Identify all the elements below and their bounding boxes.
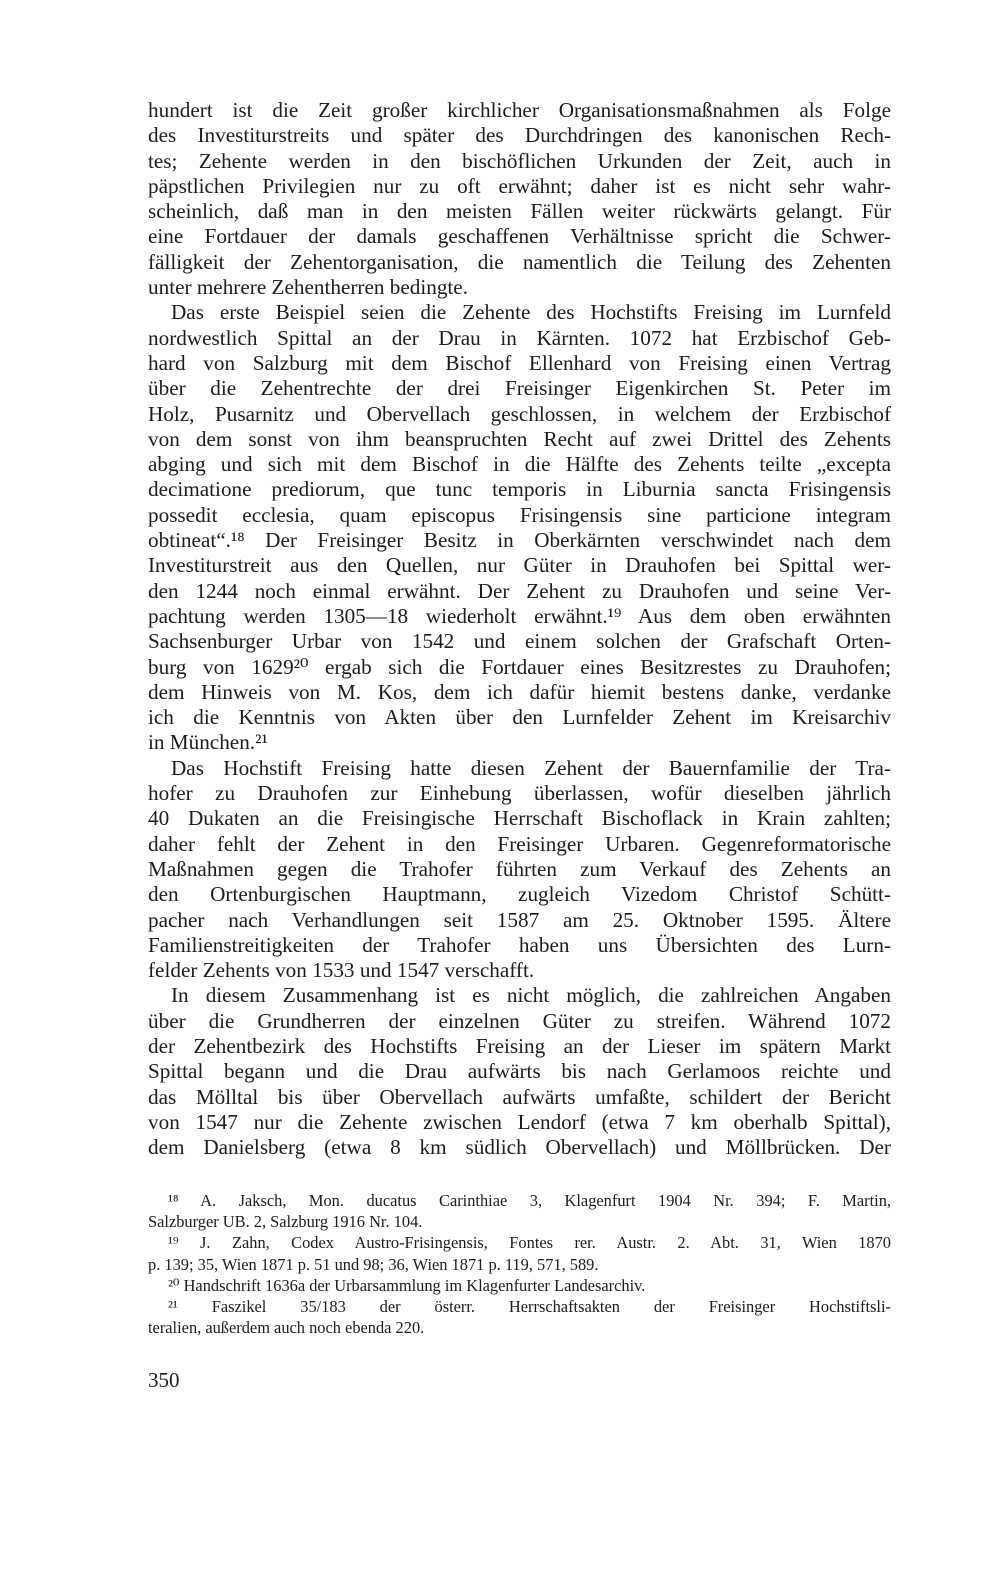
text-line: Holz, Pusarnitz und Obervellach geschlossen, in welchem der Erzbischof	[148, 401, 891, 426]
text-line: hofer zu Drauhofen zur Einhebung überlassen, wofür dieselben jährlich	[148, 781, 891, 806]
text-line: von dem sonst von ihm beanspruchten Recht auf zwei Drittel des Zehents	[148, 426, 891, 451]
text-line: den Ortenburgischen Hauptmann, zugleich Vizedom Christof Schütt-	[148, 882, 891, 907]
text-line: hundert ist die Zeit großer kirchlicher Organisationsmaßnahmen als Folge	[148, 98, 891, 122]
text-line: ich die Kenntnis von Akten über den Lurnfelder Zehent im Kreisarchiv	[148, 705, 891, 730]
text-line: Sachsenburger Urbar von 1542 und einem solchen der Grafschaft Orten-	[148, 629, 891, 654]
text-line: Investiturstreit aus den Quellen, nur Güter in Drauhofen bei Spittal wer-	[148, 553, 891, 578]
text-line: das Mölltal bis über Obervellach aufwärts umfaßte, schildert der Bericht	[148, 1084, 891, 1109]
text-line: Familienstreitigkeiten der Trahofer haben uns Übersichten des Lurn-	[148, 932, 891, 957]
text-line: possedit ecclesia, quam episcopus Frisingensis sine particione integram	[148, 502, 891, 527]
text-line: Maßnahmen gegen die Trahofer führten zum Verkauf des Zehents an	[148, 856, 891, 881]
text-line: pacher nach Verhandlungen seit 1587 am 25. Oktnober 1595. Ältere	[148, 907, 891, 932]
text-line: In diesem Zusammenhang ist es nicht möglich, die zahlreichen Angaben	[171, 983, 891, 1008]
text-line: Das Hochstift Freising hatte diesen Zehent der Bauernfamilie der Tra-	[171, 755, 891, 780]
text-line: 40 Dukaten an die Freisingische Herrschaft Bischoflack in Krain zahlten;	[148, 806, 891, 831]
text-line: fälligkeit der Zehentorganisation, die namentlich die Teilung des Zehenten	[148, 249, 891, 274]
text-line: scheinlich, daß man in den meisten Fällen weiter rückwärts gelangt. Für	[148, 199, 891, 224]
footnote-line: ²⁰ Handschrift 1636a der Urbarsammlung im Klagenfurter Landesarchiv.	[168, 1275, 646, 1295]
footnote-line: ¹⁸ A. Jaksch, Mon. ducatus Carinthiae 3, Klagenfurt 1904 Nr. 394; F. Martin,	[168, 1191, 891, 1210]
page-number: 350	[148, 1368, 180, 1392]
footnote-line: p. 139; 35, Wien 1871 p. 51 und 98; 36, Wien 1871 p. 119, 571, 589.	[148, 1254, 599, 1274]
text-line: über die Grundherren der einzelnen Güter zu streifen. Während 1072	[148, 1008, 891, 1033]
text-line: eine Fortdauer der damals geschaffenen Verhältnisse spricht die Schwer-	[148, 224, 891, 249]
footnote-line: teralien, außerdem auch noch ebenda 220.	[148, 1318, 425, 1338]
text-line: pachtung werden 1305—18 wiederholt erwähnt.¹⁹ Aus dem oben erwähnten	[148, 603, 891, 628]
text-line: decimatione prediorum, que tunc temporis in Liburnia sancta Frisingensis	[148, 477, 891, 502]
text-line: den 1244 noch einmal erwähnt. Der Zehent zu Drauhofen und seine Ver-	[148, 578, 891, 603]
text-line: hard von Salzburg mit dem Bischof Ellenhard von Freising einen Vertrag	[148, 350, 891, 375]
text-line: daher fehlt der Zehent in den Freisinger Urbaren. Gegenreformatorische	[148, 831, 891, 856]
text-line: unter mehrere Zehentherren bedingte.	[148, 275, 469, 300]
text-line: in München.²¹	[148, 730, 268, 755]
text-line: tes; Zehente werden in den bischöflichen Urkunden der Zeit, auch in	[148, 148, 891, 173]
footnote-line: Salzburger UB. 2, Salzburg 1916 Nr. 104.	[148, 1212, 423, 1232]
text-line: abging und sich mit dem Bischof in die Hälfte des Zehents teilte „excepta	[148, 452, 891, 477]
text-line: Das erste Beispiel seien die Zehente des Hochstifts Freising im Lurnfeld	[171, 300, 891, 325]
text-line: burg von 1629²⁰ ergab sich die Fortdauer eines Besitzrestes zu Drauhofen;	[148, 654, 891, 679]
footnotes	[148, 1190, 891, 1338]
footnote-line: ¹⁹ J. Zahn, Codex Austro-Frisingensis, Fontes rer. Austr. 2. Abt. 31, Wien 1870	[168, 1233, 891, 1253]
text-line: felder Zehents von 1533 und 1547 verschafft.	[148, 958, 535, 983]
text-line: päpstlichen Privilegien nur zu oft erwähnt; daher ist es nicht sehr wahr-	[148, 173, 891, 198]
text-line: Spittal begann und die Drau aufwärts bis nach Gerlamoos reichte und	[148, 1059, 891, 1084]
text-line: über die Zehentrechte der drei Freisinger Eigenkirchen St. Peter im	[148, 376, 891, 401]
text-line: der Zehentbezirk des Hochstifts Freising an der Lieser im spätern Markt	[148, 1033, 891, 1058]
text-line: des Investiturstreits und später des Durchdringen des kanonischen Rech-	[148, 123, 891, 148]
body-text	[148, 98, 891, 1160]
footnote-line: ²¹ Faszikel 35/183 der österr. Herrschaftsakten der Freisinger Hochstiftsli-	[168, 1297, 891, 1317]
text-line: dem Danielsberg (etwa 8 km südlich Obervellach) und Möllbrücken. Der	[148, 1135, 891, 1160]
text-line: dem Hinweis von M. Kos, dem ich dafür hiemit bestens danke, verdanke	[148, 679, 891, 704]
text-line: von 1547 nur die Zehente zwischen Lendorf (etwa 7 km oberhalb Spittal),	[148, 1109, 891, 1134]
text-line: obtineat“.¹⁸ Der Freisinger Besitz in Oberkärnten verschwindet nach dem	[148, 528, 891, 553]
text-line: nordwestlich Spittal an der Drau in Kärnten. 1072 hat Erzbischof Geb-	[148, 325, 891, 350]
